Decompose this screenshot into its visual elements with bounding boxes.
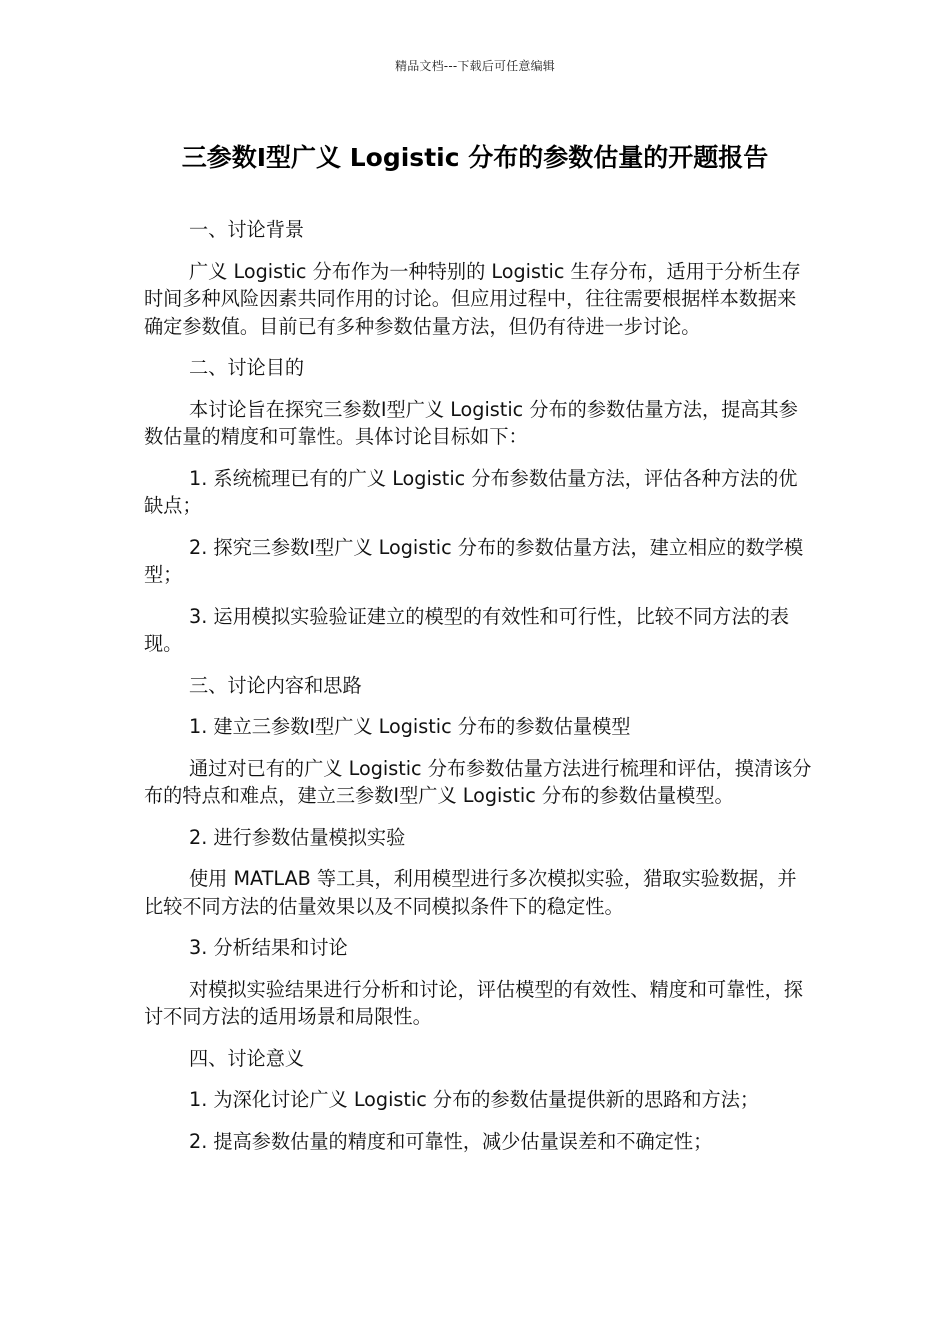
list-item-significance-1: 1. 为深化讨论广义 Logistic 分布的参数估量提供新的思路和方法； [189, 1088, 760, 1111]
paragraph-purpose: 本讨论旨在探究三参数Ⅰ型广义 Logistic 分布的参数估量方法，提高其参数估量的精度和可靠性。具体讨论目标如下： [144, 397, 798, 448]
section-heading-background: 一、讨论背景 [189, 218, 305, 241]
list-item-significance-2: 2. 提高参数估量的精度和可靠性，减少估量误差和不确定性； [189, 1129, 713, 1153]
list-item-goal-3: 3. 运用模拟实验验证建立的模型的有效性和可行性，比较不同方法的表现。 [144, 604, 790, 655]
paragraph-model: 通过对已有的广义 Logistic 分布参数估量方法进行梳理和评估，摸清该分布的特点和难点，建立三参数Ⅰ型广义 Logistic 分布的参数估量模型。 [144, 756, 812, 807]
section-heading-purpose: 二、讨论目的 [189, 356, 305, 379]
subheading-model: 1. 建立三参数Ⅰ型广义 Logistic 分布的参数估量模型 [189, 715, 631, 738]
list-item-goal-1: 1. 系统梳理已有的广义 Logistic 分布参数估量方法，评估各种方法的优缺点； [144, 466, 798, 517]
section-heading-significance: 四、讨论意义 [189, 1046, 305, 1070]
document-body [144, 216, 812, 1169]
paragraph-simulation: 使用 MATLAB 等工具，利用模型进行多次模拟实验，猎取实验数据，并比较不同方法的估量效果以及不同模拟条件下的稳定性。 [144, 867, 797, 918]
document-title: 三参数Ⅰ型广义 Logistic 分布的参数估量的开题报告 [181, 143, 769, 172]
list-item-goal-2: 2. 探究三参数Ⅰ型广义 Logistic 分布的参数估量方法，建立相应的数学模型； [144, 535, 804, 586]
section-heading-content: 三、讨论内容和思路 [189, 673, 362, 697]
paragraph-background: 广义 Logistic 分布作为一种特别的 Logistic 生存分布，适用于分析生存时间多种风险因素共同作用的讨论。但应用过程中，往往需要根据样本数据来确定参数值。目前已有多种参数估量方法，但仍有待进一步讨论。 [144, 259, 801, 338]
subheading-analysis: 3. 分析结果和讨论 [189, 936, 348, 959]
header-note: 精品文档---下载后可任意编辑 [395, 59, 555, 73]
subheading-simulation: 2. 进行参数估量模拟实验 [189, 825, 406, 849]
paragraph-analysis: 对模拟实验结果进行分析和讨论，评估模型的有效性、精度和可靠性，探讨不同方法的适用场景和局限性。 [144, 977, 803, 1028]
